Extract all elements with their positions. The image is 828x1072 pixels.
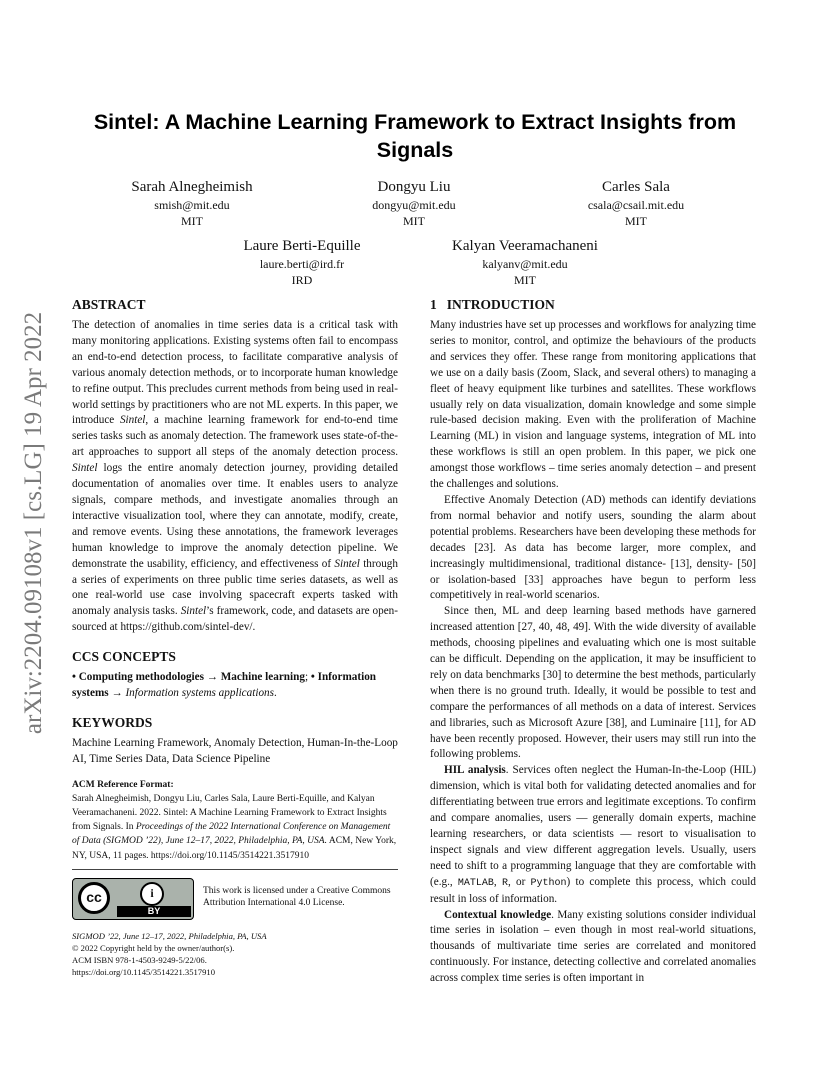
author-email: laure.berti@ird.fr <box>259 257 345 271</box>
introduction-heading: 1 INTRODUCTION <box>430 297 555 312</box>
conference-line: SIGMOD ’22, June 12–17, 2022, Philadelphia, PA, USA <box>72 930 267 941</box>
ccs-text: • Computing methodologies → Machine learning; • Information systems → Information systems applications. <box>72 671 377 700</box>
author-affiliation: MIT <box>181 214 203 228</box>
author-name: Kalyan Veeramachaneni <box>452 238 598 254</box>
author-2 <box>294 178 534 229</box>
right-column <box>430 296 756 987</box>
author-affiliation: MIT <box>403 214 425 228</box>
author-name: Laure Berti-Equille <box>243 238 361 254</box>
by-label: BY <box>117 906 191 917</box>
acm-reference-text: Sarah Alnegheimish, Dongyu Liu, Carles Sala, Laure Berti-Equille, and Kalyan Veeramachaneni. 2022. Sintel: A Machine Learning Framework to Extract Insights from Signals. In Proceedings of the 2022 International Conference on Management of Data (SIGMOD ’22), June 12–17, 2022, Philadelphia, PA, USA. ACM, New York, NY, USA, 11 pages. https://doi.org/10.1145/3514221.3517910 <box>72 793 397 861</box>
intro-paragraph-2: Effective Anomaly Detection (AD) methods can identify deviations from normal behavior and notify users, sounding the alarm about potential problems. Researchers have been developing these methods for decades [23]. As data has become larger, more complex, and increasingly multidimensional, traditional distance- [13], density- [50] or isolation-based [33] approaches have begun to perform less competitively in real-world scenarios. <box>430 493 756 602</box>
keywords-heading: KEYWORDS <box>72 714 153 730</box>
intro-paragraph-3: Since then, ML and deep learning based methods have garnered increased attention [27, 40, 48, 49]. With the wide diversity of available methods, choosing pipelines and evaluating which one is most suitable can be difficult. Depending on the application, it may be insufficient to rely on data benchmarks [30] to determine the best methods, particularly when there is no ground truth. Ideally, it would be possible to test and compare the performances of all methods on a data of interest. Services and libraries, such as Microsoft Azure [38], and Luminaire [11], for AD have been recently proposed. However, their users may still run into the following problems. <box>430 605 756 761</box>
author-email: smish@mit.edu <box>154 198 230 212</box>
paper-title: Sintel: A Machine Learning Framework to Extract Insights from Signals <box>93 110 737 162</box>
author-4 <box>182 237 422 288</box>
author-name: Dongyu Liu <box>377 179 451 195</box>
acm-reference-heading: ACM Reference Format: <box>72 779 174 790</box>
intro-paragraph-hil: HIL analysis. Services often neglect the Human-In-the-Loop (HIL) dimension, which is vital both for validating detected anomalies and for differentiating between true errors and legitimate exceptions. To confirm and compare anomalies, users — generally domain experts, machine learning researchers, or data scientists — resort to visualisation to inspect signals and view different aggregation levels. Usually, users need to shift to a programming language that they are comfortable with (e.g., MATLAB, R, or Python) to complete this process, which could result in loss of information. <box>430 764 757 905</box>
conference-info <box>72 930 398 978</box>
author-affiliation: IRD <box>291 273 313 287</box>
author-affiliation: MIT <box>514 273 536 287</box>
arxiv-id: arXiv:2204.09108v1 [cs.LG] 19 Apr 2022 <box>20 311 47 735</box>
cc-icon: cc <box>78 882 110 914</box>
doi-line: https://doi.org/10.1145/3514221.3517910 <box>72 966 215 977</box>
creative-commons-badge <box>72 878 194 920</box>
copyright-line: © 2022 Copyright held by the owner/author(s). <box>72 942 235 953</box>
left-column <box>72 296 398 978</box>
abstract-text: The detection of anomalies in time series data is a critical task with many monitoring applications. Existing systems often fail to encompass an end-to-end detection process, to facilitate comparative analysis of various anomaly detection methods, or to incorporate human knowledge to refine output. This precludes current methods from being used in real-world settings by practitioners who are not ML experts. In this paper, we introduce Sintel, a machine learning framework for end-to-end time series tasks such as anomaly detection. The framework uses state-of-the-art approaches to support all steps of the anomaly detection process. Sintel logs the entire anomaly detection journey, providing detailed documentation of anomalies over time. It enables users to analyze signals, compare methods, and investigate anomalies through an interactive visualization tool, where they can annotate, modify, create, and remove events. Using these annotations, the framework leverages human knowledge to improve the anomaly detection pipeline. We demonstrate the usability, efficiency, and effectiveness of Sintel through a series of experiments on three public time series datasets, as well as one real-world use case involving spacecraft experts tasked with anomaly analysis tasks. Sintel’s framework, code, and datasets are open-sourced at https://github.com/sintel-dev/. <box>72 319 398 634</box>
license-text: This work is licensed under a Creative Commons Attribution International 4.0 License. <box>203 885 391 909</box>
author-3 <box>516 178 756 229</box>
ccs-heading: CCS CONCEPTS <box>72 649 176 665</box>
arxiv-watermark <box>18 288 50 758</box>
license-block <box>72 878 398 920</box>
isbn-line: ACM ISBN 978-1-4503-9249-5/22/06. <box>72 954 207 965</box>
author-5 <box>405 237 645 288</box>
author-email: dongyu@mit.edu <box>372 198 456 212</box>
keywords-text: Machine Learning Framework, Anomaly Detection, Human-In-the-Loop AI, Time Series Data, Data Science Pipeline <box>72 736 398 765</box>
author-name: Sarah Alnegheimish <box>131 179 253 195</box>
intro-paragraph-1: Many industries have set up processes and workflows for analyzing time series to monitor, control, and optimize the behaviours of the products and services they offer. These range from monitoring applications that we use on a daily basis (Zoom, Slack, and several others) to managing a fleet of heavy equipment like turbines and satellites. These workflows usually rely on data visualization, domain knowledge and some simple rule-based decision making. Even with the proliferation of Machine Learning (ML) in vision and language systems, integration of ML into these workflows is still an open problem. In this paper, we pick one amongst those workflows – time series anomaly detection – and present the challenges and solutions. <box>430 319 756 491</box>
attribution-person-icon: i <box>140 882 164 906</box>
divider <box>72 869 398 870</box>
abstract-heading: ABSTRACT <box>72 297 146 312</box>
intro-paragraph-context: Contextual knowledge. Many existing solutions consider individual time series in isolation – even though in most real-world situations, thousands of multivariate time series are correlated and monitored continuously. For instance, detecting collective and correlated anomalies across complex time series is often important in <box>430 908 756 985</box>
author-name: Carles Sala <box>602 179 670 195</box>
author-1 <box>72 178 312 229</box>
author-affiliation: MIT <box>625 214 647 228</box>
author-email: kalyanv@mit.edu <box>482 257 568 271</box>
author-email: csala@csail.mit.edu <box>587 198 685 212</box>
